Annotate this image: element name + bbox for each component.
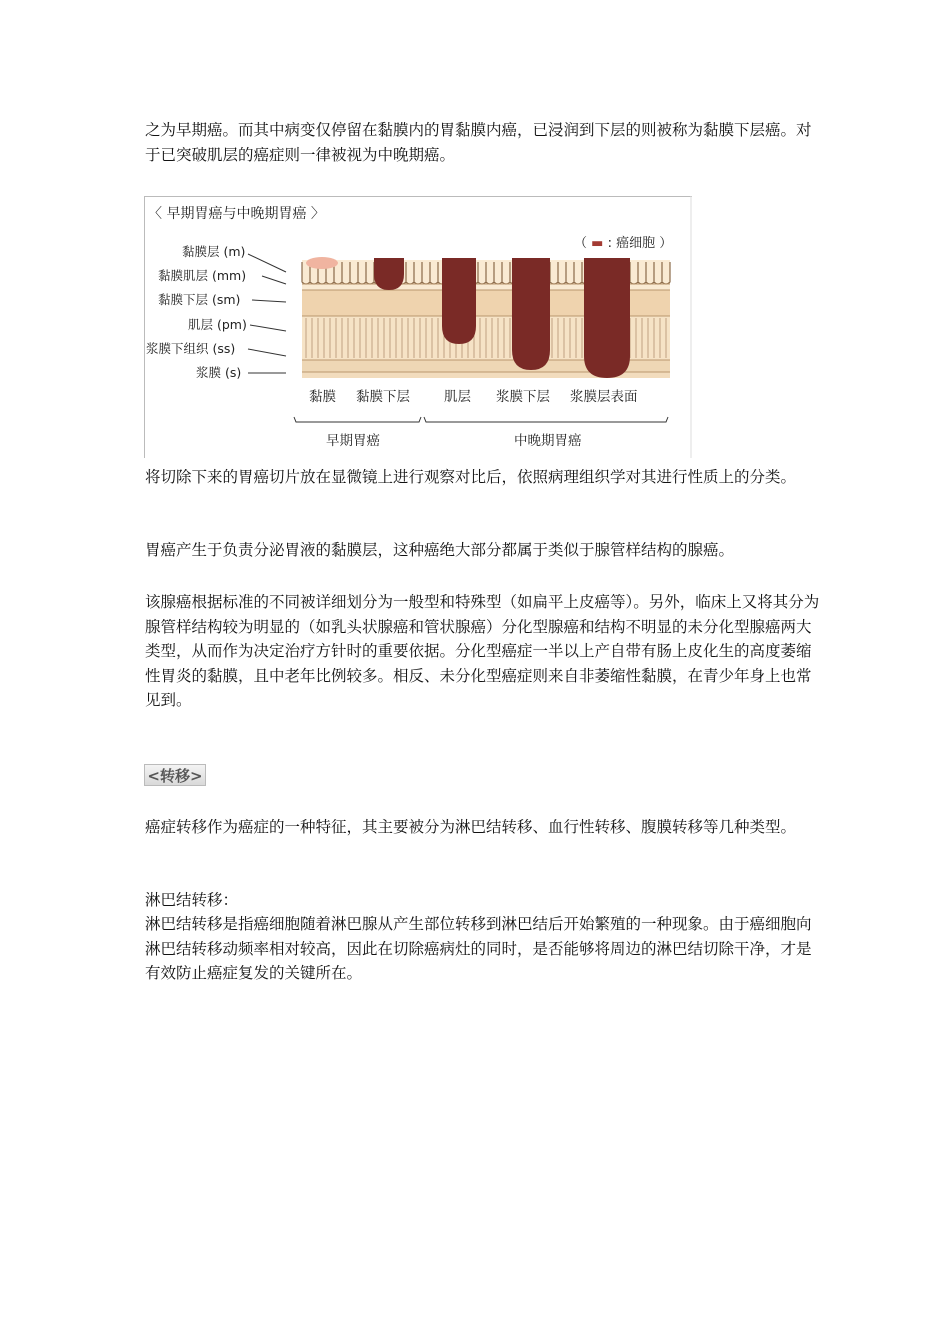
layer-label-sm: 黏膜下层 (sm) <box>158 292 241 307</box>
paragraph-adenocarcinoma: 该腺癌根据标准的不同被详细划分为一般型和特殊型（如扁平上皮癌等）。另外，临床上又将其分为腺管样结构较为明显的（如乳头状腺癌和管状腺癌）分化型腺癌和结构不明显的未分化型腺癌两大类型，从而作为决定治疗方针时的重要依据。分化型癌症一半以上产自带有肠上皮化生的高度萎缩性胃炎的黏膜，且中老年比例较多。相反、未分化型癌症则来自非萎缩性黏膜，在青少年身上也常见到。 <box>145 593 820 709</box>
stage-label-submucosa: 黏膜下层 <box>356 389 410 405</box>
section-heading-metastasis: <转移> <box>144 764 206 786</box>
paragraph-classification: 将切除下来的胃癌切片放在显微镜上进行观察对比后，依照病理组织学对其进行性质上的分类。 <box>145 468 797 486</box>
stage-label-muscle: 肌层 <box>444 389 471 405</box>
layer-label-pm: 肌层 (pm) <box>188 317 247 332</box>
legend-text: （ ▬ : 癌细胞 ） <box>574 236 673 251</box>
stage-label-subserosa: 浆膜下层 <box>496 389 550 405</box>
cancer-subserosa <box>512 258 550 370</box>
layer-labels <box>146 244 247 380</box>
layer-label-mm: 黏膜肌层 (mm) <box>158 268 247 283</box>
cancer-serosa-surface <box>584 258 630 378</box>
paragraph-lymph-title: 淋巴结转移： <box>145 891 239 909</box>
paragraph-metastasis: 癌症转移作为癌症的一种特征，其主要被分为淋巴结转移、血行性转移、腹膜转移等几种类型。 <box>145 818 797 836</box>
group-label-early: 早期胃癌 <box>326 433 380 449</box>
group-label-advanced: 中晚期胃癌 <box>514 433 582 449</box>
cancer-submucosa <box>374 258 404 290</box>
paragraph-origin: 胃癌产生于负责分泌胃液的黏膜层，这种癌绝大部分都属于类似于腺管样结构的腺癌。 <box>145 541 735 559</box>
cancer-muscle <box>442 258 476 344</box>
layer-label-m: 黏膜层 (m) <box>182 244 246 259</box>
paragraph-intro: 之为早期癌。而其中病变仅停留在黏膜内的胃黏膜内癌，已浸润到下层的则被称为黏膜下层癌。对于已突破肌层的癌症则一律被视为中晚期癌。 <box>145 121 812 164</box>
figure-title: 〈 早期胃癌与中晚期胃癌 〉 <box>148 206 325 222</box>
stomach-cancer-diagram <box>144 196 692 458</box>
layer-label-s: 浆膜 (s) <box>196 365 242 380</box>
stage-label-mucosa: 黏膜 <box>309 389 336 405</box>
stage-label-serosa-surface: 浆膜层表面 <box>570 389 638 405</box>
paragraph-lymph-metastasis: 淋巴结转移是指癌细胞随着淋巴腺从产生部位转移到淋巴结后开始繁殖的一种现象。由于癌细胞向淋巴结转移动频率相对较高，因此在切除癌病灶的同时，是否能够将周边的淋巴结切除干净，才是有效防止癌症复发的关键所在。 <box>145 915 812 982</box>
layer-label-ss: 浆膜下组织 (ss) <box>146 341 236 356</box>
